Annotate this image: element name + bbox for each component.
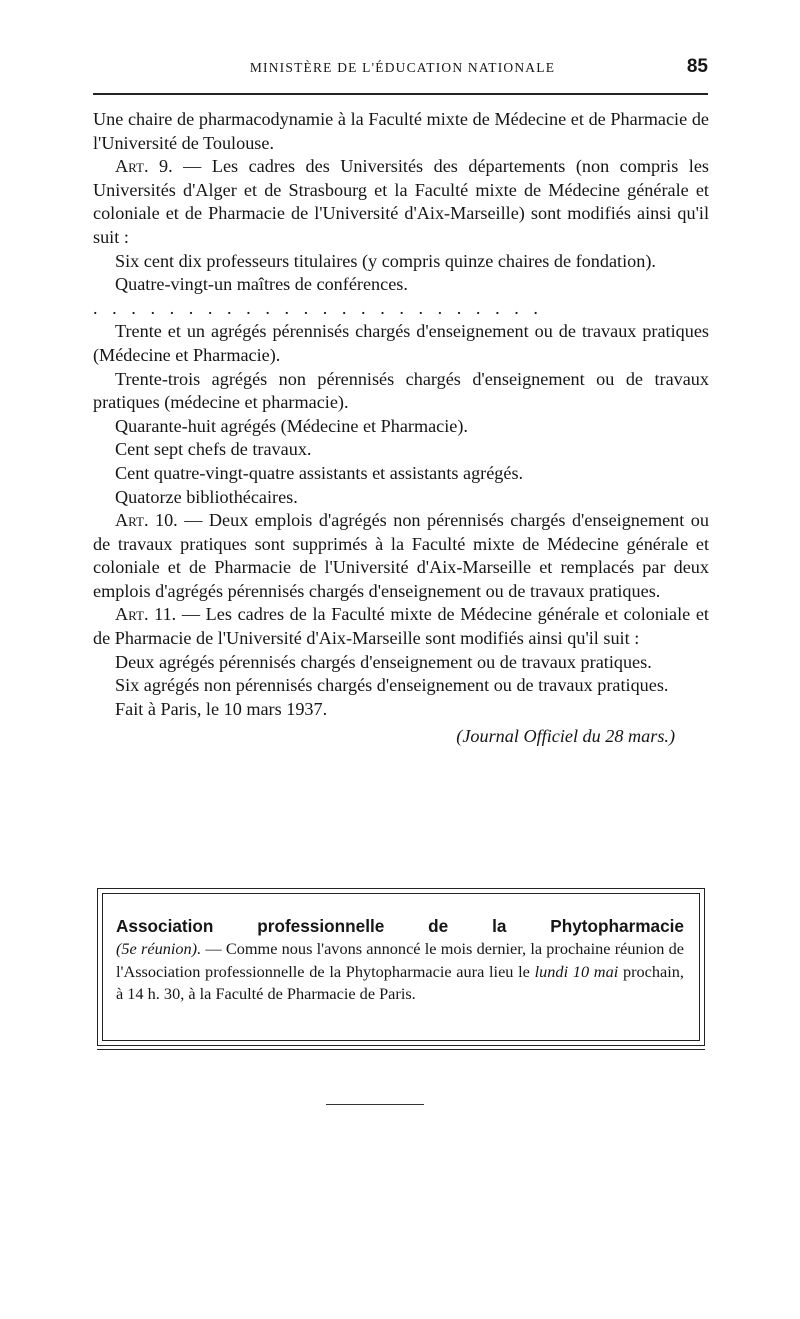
paragraph-professeurs: Six cent dix professeurs titulaires (y compris quinze chaires de fondation). [115,250,656,271]
decree-text [93,108,709,749]
article-10-label: Art. 10. [115,510,178,531]
paragraph-chefs: Cent sept chefs de travaux. [115,439,312,460]
notice-body-2: prochain, à 14 h. 30, à la Faculté de Pharmacie de Paris. [116,961,684,1004]
paragraph-maitres: Quatre-vingt-un maîtres de conférences. [115,274,408,295]
paragraph-bibliothecaires: Quatorze bibliothécaires. [115,486,298,507]
paragraph-quarante-huit: Quarante-huit agrégés (Médecine et Pharmacie). [115,415,468,436]
paragraph-deux-agreges: Deux agrégés pérennisés chargés d'enseignement ou de travaux pratiques. [115,651,652,672]
paragraph-perennises: Trente et un agrégés pérennisés chargés d'enseignement ou de travaux pratiques (Médecine et Pharmacie). [93,321,709,365]
running-title: MINISTÈRE DE L'ÉDUCATION NATIONALE [249,60,556,75]
notice-subtitle: (5e réunion). [116,939,202,958]
header-rule [93,93,708,95]
end-rule [326,1104,424,1105]
article-11-text: — Les cadres de la Faculté mixte de Médecine générale et coloniale et de Pharmacie de l'Université d'Aix-Marseille sont modifiés ainsi qu'il suit : [93,604,709,649]
source-citation: (Journal Officiel du 28 mars.) [456,726,675,747]
article-10-text: — Deux emplois d'agrégés non pérennisés chargés d'enseignement ou de travaux pratiques sont supprimés à la Faculté mixte de Médecine générale et coloniale et de Pharmacie de l'Université d'Aix-Marseille et remplacés par deux emplois d'agrégés pérennisés chargés d'enseignement ou de travaux pratiques. [93,510,709,601]
paragraph-non-perennises: Trente-trois agrégés non pérennisés chargés d'enseignement ou de travaux pratiques (médecine et pharmacie). [93,368,709,413]
article-9 [93,155,709,249]
page-number: 85 [686,56,708,77]
signoff: Fait à Paris, le 10 mars 1937. [115,698,328,719]
notice-bottom-rule [97,1049,705,1050]
notice-text [116,914,684,1006]
article-11-label: Art. 11. [115,604,177,625]
notice-date: lundi 10 mai [534,961,619,981]
notice-heading: Association professionnelle de la Phytopharmacie [116,916,684,936]
article-9-text: — Les cadres des Universités des départements (non compris les Universités d'Alger et de Strasbourg et la Faculté mixte de Médecine générale et coloniale et de Pharmacie de l'Université d'Aix-Marseille) sont modifiés ainsi qu'il suit : [93,156,709,247]
paragraph-assistants: Cent quatre-vingt-quatre assistants et assistants agrégés. [115,462,524,483]
dot-leaders: ........................ [93,297,553,318]
paragraph-chaire-toulouse: Une chaire de pharmacodynamie à la Faculté mixte de Médecine et de Pharmacie de l'Université de Toulouse. [93,109,709,153]
article-10 [93,509,709,603]
paragraph-six-agreges: Six agrégés non pérennisés chargés d'enseignement ou de travaux pratiques. [115,675,669,696]
article-11 [93,603,709,650]
article-9-label: Art. 9. [115,156,173,177]
running-head [95,56,710,84]
notice-body-1: — Comme nous l'avons annoncé le mois dernier, la prochaine réunion de l'Association professionnelle de la Phytopharmacie aura lieu le [116,939,685,981]
